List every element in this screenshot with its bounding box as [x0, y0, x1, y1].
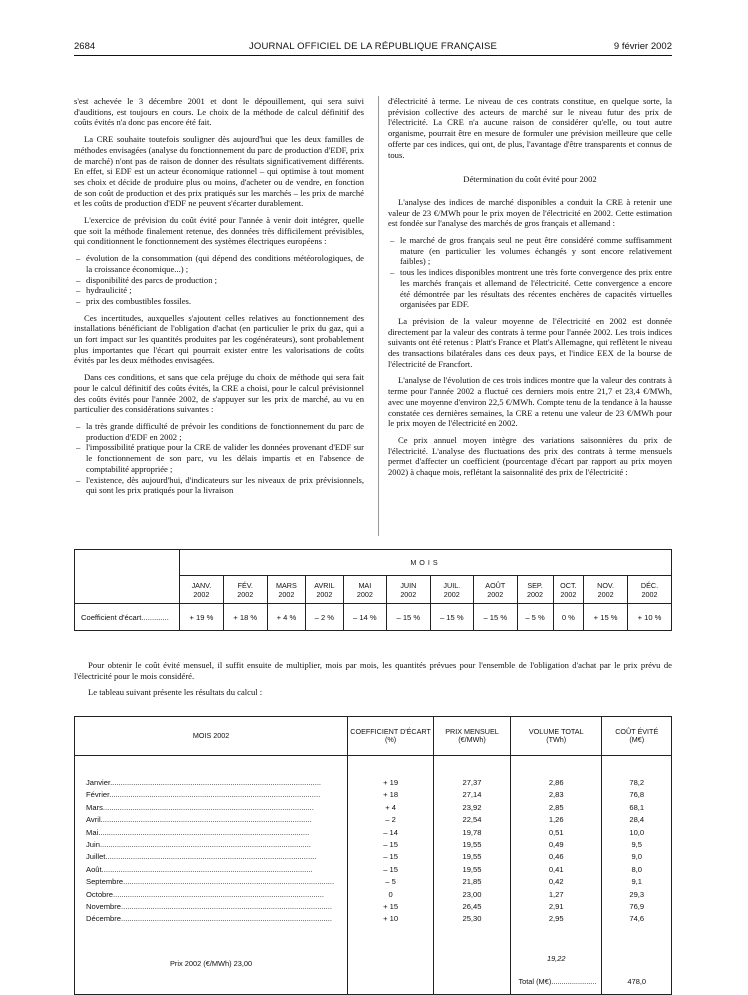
paragraph: L'analyse des indices de marché disponibles a conduit la CRE à retenir une valeur de 23 €/MWh pour le prix moyen de l'électricité en 2002. Cette estimation est fondée sur l'analyse des marchés de gros français et allemand : — [388, 196, 672, 229]
bullet-list — [74, 421, 364, 496]
table-cell: 8,0 — [631, 864, 643, 874]
coef-column — [348, 756, 434, 927]
month-header: JUIL. 2002 — [430, 576, 473, 604]
price-note: Prix 2002 (€/MWh) 23,00 — [75, 927, 348, 995]
paragraph: s'est achevée le 3 décembre 2001 et dont le dépouillement, qui sera suivi d'auditions, est toujours en cours. Le choix de la méthode de calcul définitif des coûts évités n'a donc pas encore été fait. — [74, 96, 364, 128]
month-label: Mai.................................................................................................... — [86, 827, 310, 837]
issue-date: 9 février 2002 — [613, 41, 672, 52]
table-cell: – 5 — [385, 877, 396, 887]
row-label: Coefficient d'écart............. — [75, 604, 180, 631]
month-label: Juillet.................................................................................................... — [86, 852, 317, 862]
table-cell: – 5 % — [517, 604, 553, 631]
table-cell: + 19 — [383, 778, 399, 787]
table-cell: 76,8 — [629, 790, 645, 800]
table-cell: + 4 % — [267, 604, 305, 631]
table-cell: + 19 % — [180, 604, 224, 631]
table-cell: 0,46 — [548, 852, 564, 862]
table-cell: 2,83 — [548, 790, 564, 800]
header-rule — [74, 55, 672, 56]
table-cell: 76,9 — [629, 901, 645, 911]
table-cell: – 15 — [383, 852, 398, 862]
table-cell: 29,3 — [629, 889, 645, 899]
list-item: – la très grande difficulté de prévoir les conditions de fonctionnement du parc de production d'EDF en 2002 ; — [76, 420, 364, 442]
month-label: Juin.................................................................................................... — [86, 839, 311, 849]
table-cell: – 15 — [383, 864, 398, 874]
table-cell: + 4 — [385, 802, 396, 812]
table-cell: 19,55 — [462, 864, 482, 874]
column-header: COEFFICIENT D'ÉCART (%) — [348, 717, 434, 756]
month-header: OCT. 2002 — [553, 576, 584, 604]
table-cell: + 18 — [383, 790, 399, 800]
bullet-list — [74, 253, 364, 307]
table-cell: – 15 % — [474, 604, 517, 631]
table-cell: 0,41 — [548, 864, 564, 874]
table-cell: 0,51 — [548, 827, 564, 837]
cout-column — [602, 756, 672, 927]
list-item: – tous les indices disponibles montrent une très forte convergence des prix entre les marchés français et allemand de l'électricité. Cette convergence a encore été démontrée par les résultats des récentes enchères de capacités virtuelles organisées par EDF. — [390, 267, 672, 310]
column-header: PRIX MENSUEL (€/MWh) — [434, 717, 511, 756]
table-cell: – 15 — [383, 839, 398, 849]
volume-sum: 19,22 — [546, 953, 566, 963]
table-cell: 25,30 — [462, 914, 482, 924]
section-title: Détermination du coût évité pour 2002 — [463, 174, 597, 185]
table-cell: + 10 — [383, 914, 399, 924]
right-column — [388, 96, 672, 484]
month-header: AVRIL 2002 — [306, 576, 343, 604]
table-body — [75, 756, 672, 927]
results-table — [74, 716, 672, 995]
table-row — [75, 604, 672, 631]
month-header: FÉV. 2002 — [223, 576, 267, 604]
total-label: Total (M€)...................... — [518, 976, 597, 986]
table-cell: 27,37 — [462, 778, 482, 787]
paragraph: La CRE souhaite toutefois souligner dès aujourd'hui que les deux familles de méthodes envisagées (analyse du fonctionnement du parc de production d'EDF, prix de marché) n'ont pas de raison de donner des résultats significativement différents. En effet, si EDF est un acteur économique rationnel – qui optimise à tout moment ses choix et décide de produire plus ou moins, d'acheter ou de vendre, en fonction de son coût de production et des prix pratiqués sur les marchés – les prix de marché et les coûts de production d'EDF ne peuvent s'écarter durablement. — [74, 134, 364, 209]
explanation-text — [74, 660, 672, 698]
total-cell — [510, 927, 602, 995]
column-divider — [378, 96, 379, 536]
table-cell: 2,85 — [548, 802, 564, 812]
page-number: 2684 — [74, 41, 96, 52]
paragraph: L'analyse de l'évolution de ces trois indices montre que la valeur des contrats à terme pour l'année 2002 a fluctué ces derniers mois entre 21,7 et 23,4 €/MWh, avec une moyenne d'environ 22,5 €/MWh. Compte tenu de la tendance à la hausse constatée ces dernières semaines, la CRE a retenu une valeur de 23 €/MWh pour le prix moyen de l'électricité en 2002. — [388, 375, 672, 429]
paragraph: Dans ces conditions, et sans que cela préjuge du choix de méthode qui sera fait pour le calcul définitif des coûts évités, la CRE a choisi, pour le calcul prévisionnel des coûts évités pour l'année 2002, de s'appuyer sur les prix de marché, au vu en particulier des considérations suivantes : — [74, 372, 364, 415]
table-cell: – 14 — [383, 827, 398, 837]
month-header: NOV. 2002 — [584, 576, 628, 604]
table-header-row — [75, 717, 672, 756]
table-cell: + 15 % — [584, 604, 628, 631]
table-cell: 1,26 — [548, 815, 564, 825]
empty-cell — [434, 927, 511, 995]
table-cell: 0 — [388, 889, 393, 899]
month-label: Décembre.................................................................................................... — [86, 914, 333, 924]
table-cell: 9,5 — [631, 839, 643, 849]
table-cell: 74,6 — [629, 914, 645, 924]
month-label: Novembre.................................................................................................... — [86, 901, 333, 911]
table-cell: 9,0 — [631, 852, 643, 862]
table-cell: 2,86 — [548, 778, 564, 787]
list-item: – l'impossibilité pratique pour la CRE de valider les données provenant d'EDF sur le fonctionnement de son parc, vu les délais impartis et en l'absence de comptabilité appropriée ; — [76, 442, 364, 474]
column-header: VOLUME TOTAL (TWh) — [510, 717, 602, 756]
month-label: Février.................................................................................................... — [86, 790, 321, 800]
month-label: Janvier.................................................................................................... — [86, 778, 322, 787]
table-cell: – 2 % — [306, 604, 343, 631]
table-cell: 2,95 — [548, 914, 564, 924]
prix-column — [434, 756, 511, 927]
table-cell: 27,14 — [462, 790, 482, 800]
list-item: – le marché de gros français seul ne peut être considéré comme suffisamment mature (en particulier les volumes échangés y sont encore relativement faibles) ; — [390, 235, 672, 267]
table-cell: – 15 % — [430, 604, 473, 631]
table-group-header: MOIS — [180, 550, 672, 576]
table-cell: 21,85 — [462, 877, 482, 887]
coefficient-table — [74, 549, 672, 631]
month-label: Septembre.................................................................................................... — [86, 877, 335, 887]
table-cell: 19,55 — [462, 839, 482, 849]
month-label: Mars.................................................................................................... — [86, 802, 314, 812]
table-cell: + 15 — [383, 901, 399, 911]
table-cell: 22,54 — [462, 815, 482, 825]
table-cell: 28,4 — [629, 815, 645, 825]
journal-title: JOURNAL OFFICIEL DE LA RÉPUBLIQUE FRANÇAISE — [248, 41, 498, 52]
empty-cell — [348, 927, 434, 995]
table-cell: 0,42 — [548, 877, 564, 887]
table-cell: + 18 % — [223, 604, 267, 631]
table-cell: 0,49 — [548, 839, 564, 849]
list-item: – l'existence, dès aujourd'hui, d'indicateurs sur les niveaux de prix prévisionnels, qui sont les prix pratiqués pour la livraison — [76, 474, 364, 496]
table-cell: 23,00 — [462, 889, 482, 899]
table-cell: 10,0 — [629, 827, 645, 837]
table-cell: 2,91 — [548, 901, 564, 911]
column-header: MOIS 2002 — [75, 717, 348, 756]
table-cell: 68,1 — [629, 802, 645, 812]
table-cell: 78,2 — [629, 778, 645, 787]
table-cell: – 15 % — [387, 604, 430, 631]
volume-column — [510, 756, 602, 927]
table-cell: – 2 — [385, 815, 396, 825]
paragraph: La prévision de la valeur moyenne de l'électricité en 2002 est donnée directement par la valeur des contrats à terme pour l'année 2002. Les trois indices suivants ont été retenus : Platt's France et Platt's Allemagne, qui reflètent le niveau des transactions bilatérales dans ces deux pays, et l'indice EEX de la bourse de l'électricité de Francfort. — [388, 315, 672, 369]
table-corner — [75, 550, 180, 604]
month-header: MAI 2002 — [343, 576, 386, 604]
month-column — [75, 756, 348, 927]
table-cell: – 14 % — [343, 604, 386, 631]
month-label: Août.................................................................................................... — [86, 864, 313, 874]
month-header: DÉC. 2002 — [628, 576, 672, 604]
table-cell: 19,55 — [462, 852, 482, 862]
paragraph: Ce prix annuel moyen intègre des variations saisonnières du prix de l'électricité. L'analyse des fluctuations des prix des contrats à terme mensuels permet d'affecter un coefficient (pourcentage d'écart par rapport au prix moyen 2002) à chaque mois, reflétant la saisonnalité des prix de l'électricité : — [388, 434, 672, 478]
column-header: COÛT ÉVITÉ (M€) — [602, 717, 672, 756]
paragraph: Le tableau suivant présente les résultats du calcul : — [88, 687, 263, 698]
page-header — [74, 41, 672, 53]
table-cell: 1,27 — [548, 889, 564, 899]
month-header: MARS 2002 — [267, 576, 305, 604]
list-item: – évolution de la consommation (qui dépend des conditions météorologiques, de la croissance économique...) ; — [76, 253, 364, 274]
table-cell: 19,78 — [462, 827, 482, 837]
month-header: SEP. 2002 — [517, 576, 553, 604]
list-item: – hydraulicité ; — [76, 285, 132, 296]
month-header: JUIN 2002 — [387, 576, 430, 604]
table-cell: 9,1 — [631, 877, 643, 887]
bullet-list — [388, 235, 672, 310]
table-footer-row — [75, 927, 672, 995]
list-item: – prix des combustibles fossiles. — [76, 295, 192, 306]
table-cell: 26,45 — [462, 901, 482, 911]
total-value: 478,0 — [602, 927, 672, 995]
month-label: Octobre.................................................................................................... — [86, 889, 324, 899]
month-header: JANV. 2002 — [180, 576, 224, 604]
paragraph: L'exercice de prévision du coût évité pour l'année à venir doit intégrer, quelle que soit la méthode finalement retenue, des données très difficilement prévisibles, qui conditionnent le fonctionnement des systèmes électriques européens : — [74, 215, 364, 247]
paragraph: Ces incertitudes, auxquelles s'ajoutent celles relatives au fonctionnement des installations bénéficiant de l'obligation d'achat (en particulier le prix du gaz, qui a un fort impact sur les quantités produites par les cogénérateurs), sont probablement plus importantes que l'écart qui pourrait exister entre les valorisations de coûts évités par les deux méthodes envisagées. — [74, 312, 364, 366]
table-cell: + 10 % — [628, 604, 672, 631]
month-header: AOÛT 2002 — [474, 576, 517, 604]
paragraph: Pour obtenir le coût évité mensuel, il suffit ensuite de multiplier, mois par mois, les quantités prévues pour l'ensemble de l'obligation d'achat par le prix prévu de l'électricité pour le mois considéré. — [74, 660, 672, 681]
table-cell: 0 % — [553, 604, 584, 631]
table-cell: 23,92 — [462, 802, 482, 812]
month-label: Avril.................................................................................................... — [86, 815, 312, 825]
list-item: – disponibilité des parcs de production ; — [76, 274, 218, 285]
paragraph: d'électricité à terme. Le niveau de ces contrats constitue, en quelque sorte, la prévision collective des acteurs de marché sur le niveau futur des prix de l'électricité. La CRE n'a aucune raison de considérer qu'elle, ou tout autre organisme, pourrait être en mesure de formuler une prévision meilleure que celle offerte par ces indices, qui ont, de plus, l'avantage d'être transparents et connus de tous. — [388, 96, 672, 160]
left-column — [74, 96, 364, 502]
